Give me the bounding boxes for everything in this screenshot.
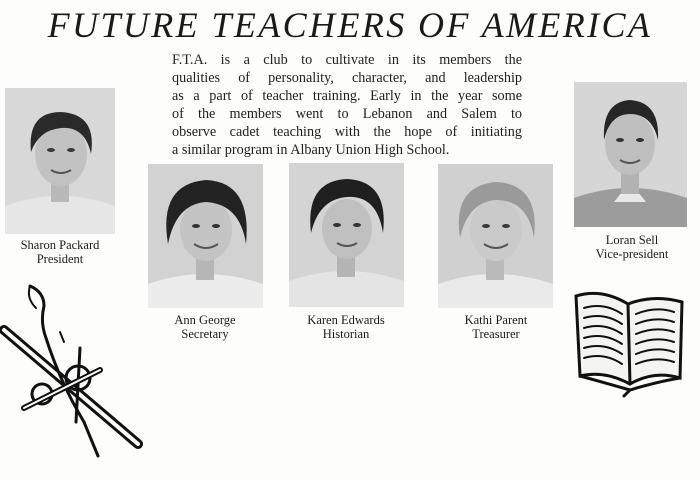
portrait-sharon-packard — [5, 88, 115, 234]
portrait-photo — [438, 164, 553, 308]
officer-name: Kathi Parent — [464, 313, 528, 327]
intro-line: F.T.A. is a club to cultivate in its members the — [172, 52, 522, 68]
portrait-ann-george — [148, 164, 263, 308]
intro-paragraph — [172, 51, 522, 159]
intro-line: qualities of personality, character, and leadership — [172, 70, 522, 86]
intro-line: of the members went to Lebanon and Salem to — [172, 106, 522, 122]
intro-line: a similar program in Albany Union High School. — [172, 142, 450, 158]
page-title: FUTURE TEACHERS OF AMERICA — [47, 5, 653, 45]
portrait-photo — [148, 164, 263, 308]
officer-role: President — [36, 252, 84, 266]
intro-line: as a part of teacher training. Early in the year some — [172, 88, 522, 104]
portrait-loran-sell — [574, 82, 687, 227]
officer-role: Secretary — [181, 327, 229, 341]
officer-name: Loran Sell — [605, 233, 659, 247]
officer-role: Vice-president — [595, 247, 669, 261]
open-book-sketch-icon — [572, 286, 688, 398]
officer-name: Ann George — [174, 313, 236, 327]
officer-caption — [570, 233, 694, 261]
portrait-photo — [5, 88, 115, 234]
portrait-karen-edwards — [289, 163, 404, 307]
intro-line: observe cadet teaching with the hope of initiating — [172, 124, 522, 140]
officer-name: Karen Edwards — [307, 313, 385, 327]
officer-name: Sharon Packard — [20, 238, 100, 252]
pointer-and-ruler-sketch-icon — [0, 282, 150, 474]
officer-caption — [145, 313, 265, 341]
portrait-kathi-parent — [438, 164, 553, 308]
officer-role: Treasurer — [472, 327, 520, 341]
portrait-photo — [289, 163, 404, 307]
officer-caption — [0, 238, 120, 266]
portrait-photo — [574, 82, 687, 227]
officer-role: Historian — [322, 327, 370, 341]
officer-caption — [434, 313, 558, 341]
officer-caption — [284, 313, 408, 341]
